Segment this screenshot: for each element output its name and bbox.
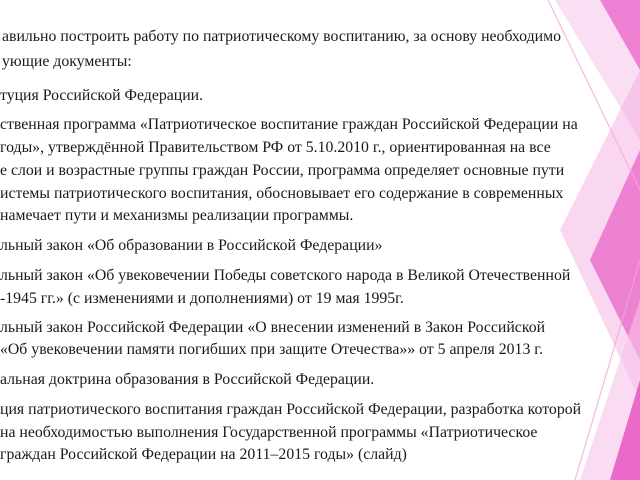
text-line: ция патриотического воспитания граждан Российской Федерации, разработка которой xyxy=(0,401,582,418)
text-line: ующие документы: xyxy=(2,53,132,70)
text-line: льный закон «Об образовании в Российской Федерации» xyxy=(0,237,383,254)
text-line: авильно построить работу по патриотическому воспитанию, за основу необходимо xyxy=(2,28,562,45)
text-line: льный закон Российской Федерации «О внесении изменений в Закон Российской xyxy=(0,319,546,336)
text-line: годы», утверждённой Правительством РФ от 5.10.2010 г., ориентированная на все xyxy=(0,139,551,156)
text-line: е слои и возрастные группы граждан России, программа определяет основные пути xyxy=(0,162,565,179)
text-line: на необходимостью выполнения Государственной программы «Патриотическое xyxy=(0,424,538,441)
text-line: ственная программа «Патриотическое воспитание граждан Российской Федерации на xyxy=(0,116,578,133)
text-line: льный закон «Об увековечении Победы советского народа в Великой Отечественной xyxy=(0,267,571,284)
text-line: -1945 гг.» (с изменениями и дополнениями) от 19 мая 1995г. xyxy=(0,290,404,307)
text-line: «Об увековечении памяти погибших при защите Отечества»» от 5 апреля 2013 г. xyxy=(0,341,543,358)
text-line: туция Российской Федерации. xyxy=(0,87,204,104)
text-line: истемы патриотического воспитания, обосновывает его содержание в современных xyxy=(0,185,564,202)
text-line: намечает пути и механизмы реализации программы. xyxy=(0,207,354,224)
text-line: граждан Российской Федерации на 2011–2015 годы» (слайд) xyxy=(0,446,407,463)
text-line: альная доктрина образования в Российской Федерации. xyxy=(0,371,375,388)
